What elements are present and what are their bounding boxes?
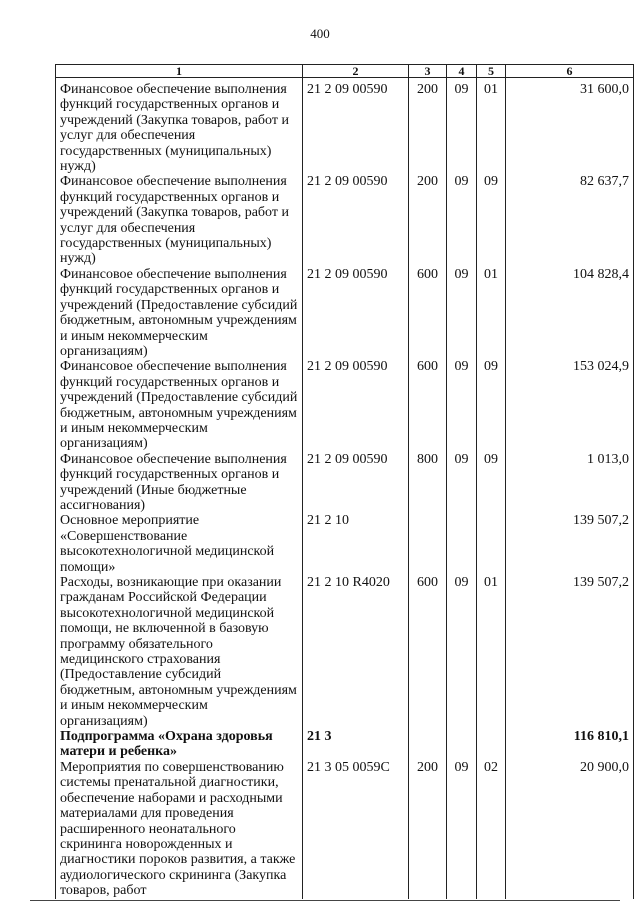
row-amount: 139 507,2 xyxy=(506,513,634,575)
row-expense-type: 600 xyxy=(409,575,447,729)
row-expense-type: 200 xyxy=(409,760,447,899)
row-section: 09 xyxy=(447,267,477,359)
table-row xyxy=(56,78,634,175)
row-expense-type: 200 xyxy=(409,174,447,266)
row-expense-type: 600 xyxy=(409,359,447,451)
row-name: Финансовое обеспечение выполнения функций государственных органов и учреждений (Закупка товаров, работ и услуг для обеспечения государственных (муниципальных) нужд) xyxy=(56,78,303,175)
row-subsection: 01 xyxy=(477,267,506,359)
row-code: 21 2 10 xyxy=(303,513,409,575)
row-section xyxy=(447,729,477,760)
row-code: 21 3 xyxy=(303,729,409,760)
row-amount: 116 810,1 xyxy=(506,729,634,760)
table-row xyxy=(56,267,634,359)
row-subsection: 01 xyxy=(477,575,506,729)
table-row xyxy=(56,174,634,266)
row-name: Финансовое обеспечение выполнения функций государственных органов и учреждений (Предоставление субсидий бюджетным, автономным учреждениям и иным некоммерческим организациям) xyxy=(56,267,303,359)
row-code: 21 2 10 R4020 xyxy=(303,575,409,729)
row-subsection xyxy=(477,729,506,760)
row-section: 09 xyxy=(447,452,477,514)
row-name: Основное мероприятие «Совершенствование высокотехнологичной медицинской помощи» xyxy=(56,513,303,575)
header-col-6: 6 xyxy=(506,65,634,78)
row-name: Расходы, возникающие при оказании гражданам Российской Федерации высокотехнологичной медицинской помощи, не включенной в базовую программу обязательного медицинского страхования (Предоставление субсидий бюджетным, автономным учреждениям и иным некоммерческим организациям) xyxy=(56,575,303,729)
header-col-3: 3 xyxy=(409,65,447,78)
row-subsection: 09 xyxy=(477,359,506,451)
row-expense-type xyxy=(409,729,447,760)
row-amount: 20 900,0 xyxy=(506,760,634,899)
page-number: 400 xyxy=(310,26,330,41)
row-subsection xyxy=(477,513,506,575)
header-row xyxy=(56,65,634,78)
table-row xyxy=(56,575,634,729)
row-name: Финансовое обеспечение выполнения функций государственных органов и учреждений (Предоставление субсидий бюджетным, автономным учреждениям и иным некоммерческим организациям) xyxy=(56,359,303,451)
table-row xyxy=(56,729,634,760)
row-name: Подпрограмма «Охрана здоровья матери и ребенка» xyxy=(56,729,303,760)
row-expense-type: 200 xyxy=(409,78,447,175)
row-section xyxy=(447,513,477,575)
row-amount: 153 024,9 xyxy=(506,359,634,451)
row-section: 09 xyxy=(447,78,477,175)
row-code: 21 2 09 00590 xyxy=(303,359,409,451)
row-section: 09 xyxy=(447,575,477,729)
row-section: 09 xyxy=(447,359,477,451)
row-code: 21 2 09 00590 xyxy=(303,452,409,514)
table-row xyxy=(56,760,634,899)
row-section: 09 xyxy=(447,760,477,899)
row-amount: 82 637,7 xyxy=(506,174,634,266)
row-code: 21 3 05 0059С xyxy=(303,760,409,899)
row-name: Финансовое обеспечение выполнения функций государственных органов и учреждений (Закупка товаров, работ и услуг для обеспечения государственных (муниципальных) нужд) xyxy=(56,174,303,266)
row-subsection: 01 xyxy=(477,78,506,175)
row-expense-type: 600 xyxy=(409,267,447,359)
row-amount: 104 828,4 xyxy=(506,267,634,359)
row-expense-type xyxy=(409,513,447,575)
row-amount: 31 600,0 xyxy=(506,78,634,175)
row-name: Финансовое обеспечение выполнения функций государственных органов и учреждений (Иные бюджетные ассигнования) xyxy=(56,452,303,514)
row-amount: 1 013,0 xyxy=(506,452,634,514)
row-section: 09 xyxy=(447,174,477,266)
table-row xyxy=(56,452,634,514)
header-col-4: 4 xyxy=(447,65,477,78)
row-name: Мероприятия по совершенствованию системы пренатальной диагностики, обеспечение наборами и расходными материалами для проведения расширенного неонатального скрининга новорожденных и диагностики пороков развития, а также аудиологического скрининга (Закупка товаров, работ xyxy=(56,760,303,899)
table-body xyxy=(56,78,634,899)
table-row xyxy=(56,513,634,575)
row-code: 21 2 09 00590 xyxy=(303,174,409,266)
header-col-5: 5 xyxy=(477,65,506,78)
table-row xyxy=(56,359,634,451)
budget-table xyxy=(55,64,634,899)
row-subsection: 09 xyxy=(477,174,506,266)
row-subsection: 09 xyxy=(477,452,506,514)
row-subsection: 02 xyxy=(477,760,506,899)
row-expense-type: 800 xyxy=(409,452,447,514)
page-bottom-rule xyxy=(30,900,620,901)
header-col-1: 1 xyxy=(56,65,303,78)
table-header xyxy=(56,65,634,78)
row-code: 21 2 09 00590 xyxy=(303,267,409,359)
header-col-2: 2 xyxy=(303,65,409,78)
row-code: 21 2 09 00590 xyxy=(303,78,409,175)
row-amount: 139 507,2 xyxy=(506,575,634,729)
